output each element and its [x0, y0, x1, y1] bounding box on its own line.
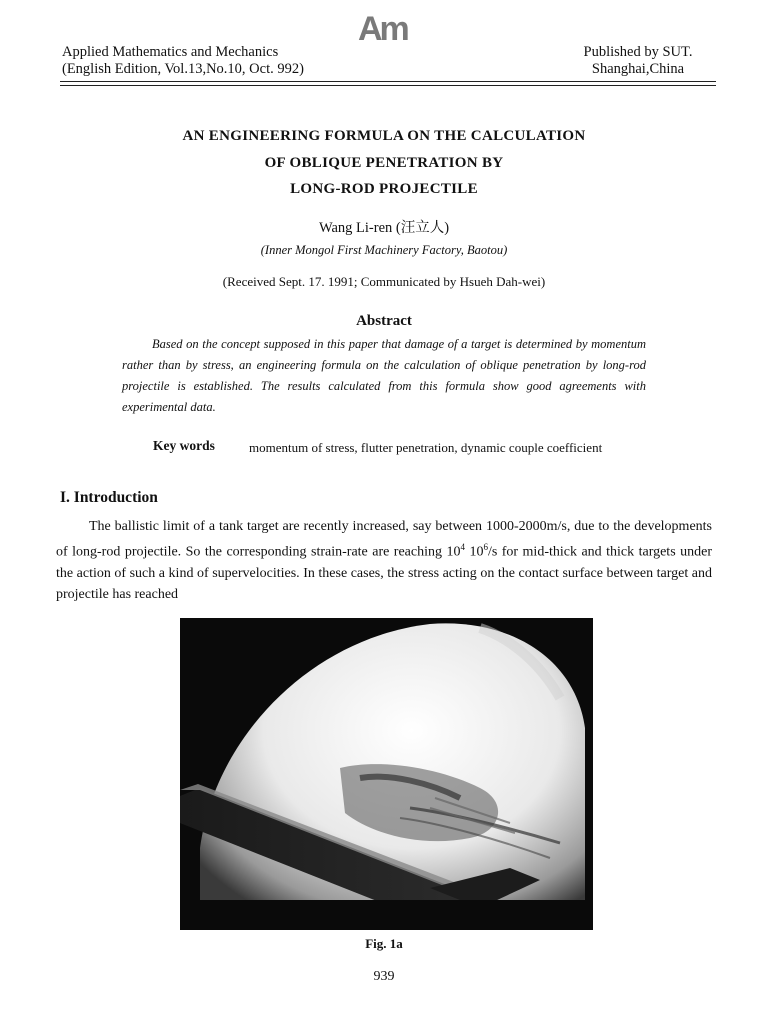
journal-logo [358, 4, 408, 48]
paragraph-text-c: /s for mid-thick and thick targets under the action of such a kind of supervelocities. In these cases, the stress acting on the contact surface between target and projectile has reached [56, 544, 712, 602]
paper-title [60, 123, 708, 203]
figure-caption: Fig. 1a [365, 936, 403, 951]
superscript-exponent-1: 4 [460, 542, 465, 552]
abstract-heading: Abstract [356, 313, 412, 329]
section-heading-introduction: I. Introduction [60, 489, 158, 506]
superscript-exponent-2: 6 [483, 542, 488, 552]
affiliation: (Inner Mongol First Machinery Factory, Baotou) [260, 243, 508, 257]
title-line-1: AN ENGINEERING FORMULA ON THE CALCULATION [182, 128, 586, 144]
introduction-paragraph [56, 516, 712, 605]
publisher-location: Shanghai,China [591, 61, 685, 77]
journal-info [62, 44, 304, 78]
received-note: (Received Sept. 17. 1991; Communicated by Hsueh Dah-wei) [222, 274, 546, 289]
publisher-info [560, 44, 716, 78]
title-line-3: LONG-ROD PROJECTILE [290, 181, 478, 197]
journal-name: Applied Mathematics and Mechanics [62, 44, 279, 60]
author: Wang Li-ren (汪立人) [318, 220, 450, 236]
page-number: 939 [373, 969, 395, 984]
abstract-text: Based on the concept supposed in this paper that damage of a target is determined by momentum rather than by stress, an engineering formula on the calculation of oblique penetration by long-rod projectile is established. The results calculated from this formula show good agreements with experimental data. [122, 337, 646, 414]
penetration-photo-image [180, 618, 593, 930]
publisher-name: Published by SUT. [583, 44, 693, 60]
keywords-label: Key words [153, 438, 215, 453]
keywords-text: momentum of stress, flutter penetration, dynamic couple coefficient [249, 440, 603, 455]
journal-edition: (English Edition, Vol.13,No.10, Oct. 992) [62, 61, 304, 77]
paragraph-text-b: 10 [464, 544, 484, 560]
paragraph-text-a: The ballistic limit of a tank target are recently increased, say between 1000-2000m/s, due to the developments of long-rod projectile. So the corresponding strain-rate are reaching 10 [56, 519, 712, 560]
header-rule-top [60, 81, 716, 82]
figure-photograph [180, 618, 593, 930]
title-line-2: OF OBLIQUE PENETRATION BY [264, 154, 504, 171]
logo-text: Am [358, 10, 407, 48]
header-rule-bottom [60, 85, 716, 86]
